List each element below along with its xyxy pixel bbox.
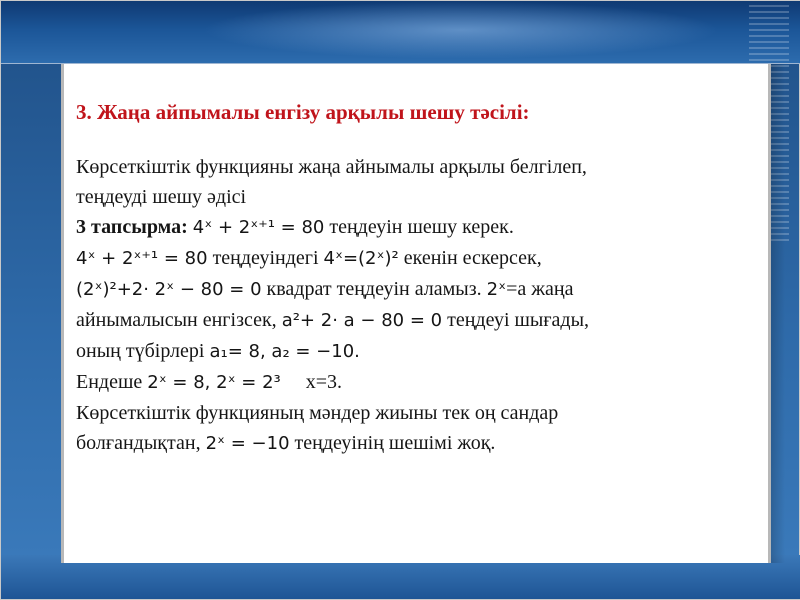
equation-substitution: 4ˣ=(2ˣ)² xyxy=(323,248,399,269)
text-segment: айнымалысын енгізсек, xyxy=(76,309,277,331)
top-glow xyxy=(201,1,721,59)
text-segment: болғандықтан, xyxy=(76,432,201,454)
intro-line-1: Көрсеткіштік функцияны жаңа айнымалы арқылы белгілеп, xyxy=(76,156,587,178)
equation-back-substitution: 2ˣ = 8, 2ˣ = 2³ xyxy=(147,372,281,393)
solution-line-2 xyxy=(76,274,766,305)
task-text: теңдеуін шешу керек. xyxy=(329,216,514,238)
text-segment: теңдеуі шығады, xyxy=(447,309,590,331)
equation-original: 4ˣ + 2ˣ⁺¹ = 80 xyxy=(76,248,208,269)
text-segment: Ендеше xyxy=(76,371,143,393)
answer: x=3. xyxy=(305,371,343,393)
text-segment: квадрат теңдеуін аламыз. xyxy=(266,278,482,300)
conclusion-line-1: Көрсеткіштік функцияның мәндер жиыны тек оң сандар xyxy=(76,402,559,424)
solution-line-3 xyxy=(76,305,766,336)
text-segment: теңдеуіндегі xyxy=(212,247,319,269)
intro-line-2: теңдеуді шешу әдісі xyxy=(76,186,247,208)
equation-quadratic: а²+ 2· а − 80 = 0 xyxy=(281,310,443,331)
equation-variable: 2ˣ xyxy=(486,279,507,300)
conclusion-line-2 xyxy=(76,428,766,459)
equation-no-solution: 2ˣ = −10 xyxy=(205,433,290,454)
text-segment: теңдеуінің шешімі жоқ. xyxy=(294,432,496,454)
solution-line-1 xyxy=(76,243,766,274)
panel-shadow xyxy=(771,64,785,563)
top-band xyxy=(1,1,800,64)
text-segment: екенін ескерсек, xyxy=(403,247,542,269)
task-label: 3 тапсырма: xyxy=(76,216,188,238)
text-segment: =а жаңа xyxy=(506,278,574,300)
task-equation: 4ˣ + 2ˣ⁺¹ = 80 xyxy=(192,217,325,238)
equation-roots: а₁= 8, а₂ = −10. xyxy=(209,341,360,362)
text-segment: оның түбірлері xyxy=(76,340,205,362)
slide-content xyxy=(76,98,766,459)
task-line xyxy=(76,212,766,243)
solution-line-4 xyxy=(76,336,766,367)
slide-title: 3. Жаңа айпымалы енгізу арқылы шешу тәсілі: xyxy=(76,100,530,124)
solution-line-5 xyxy=(76,367,766,398)
equation-quadratic-form: (2ˣ)²+2· 2ˣ − 80 = 0 xyxy=(76,279,262,300)
